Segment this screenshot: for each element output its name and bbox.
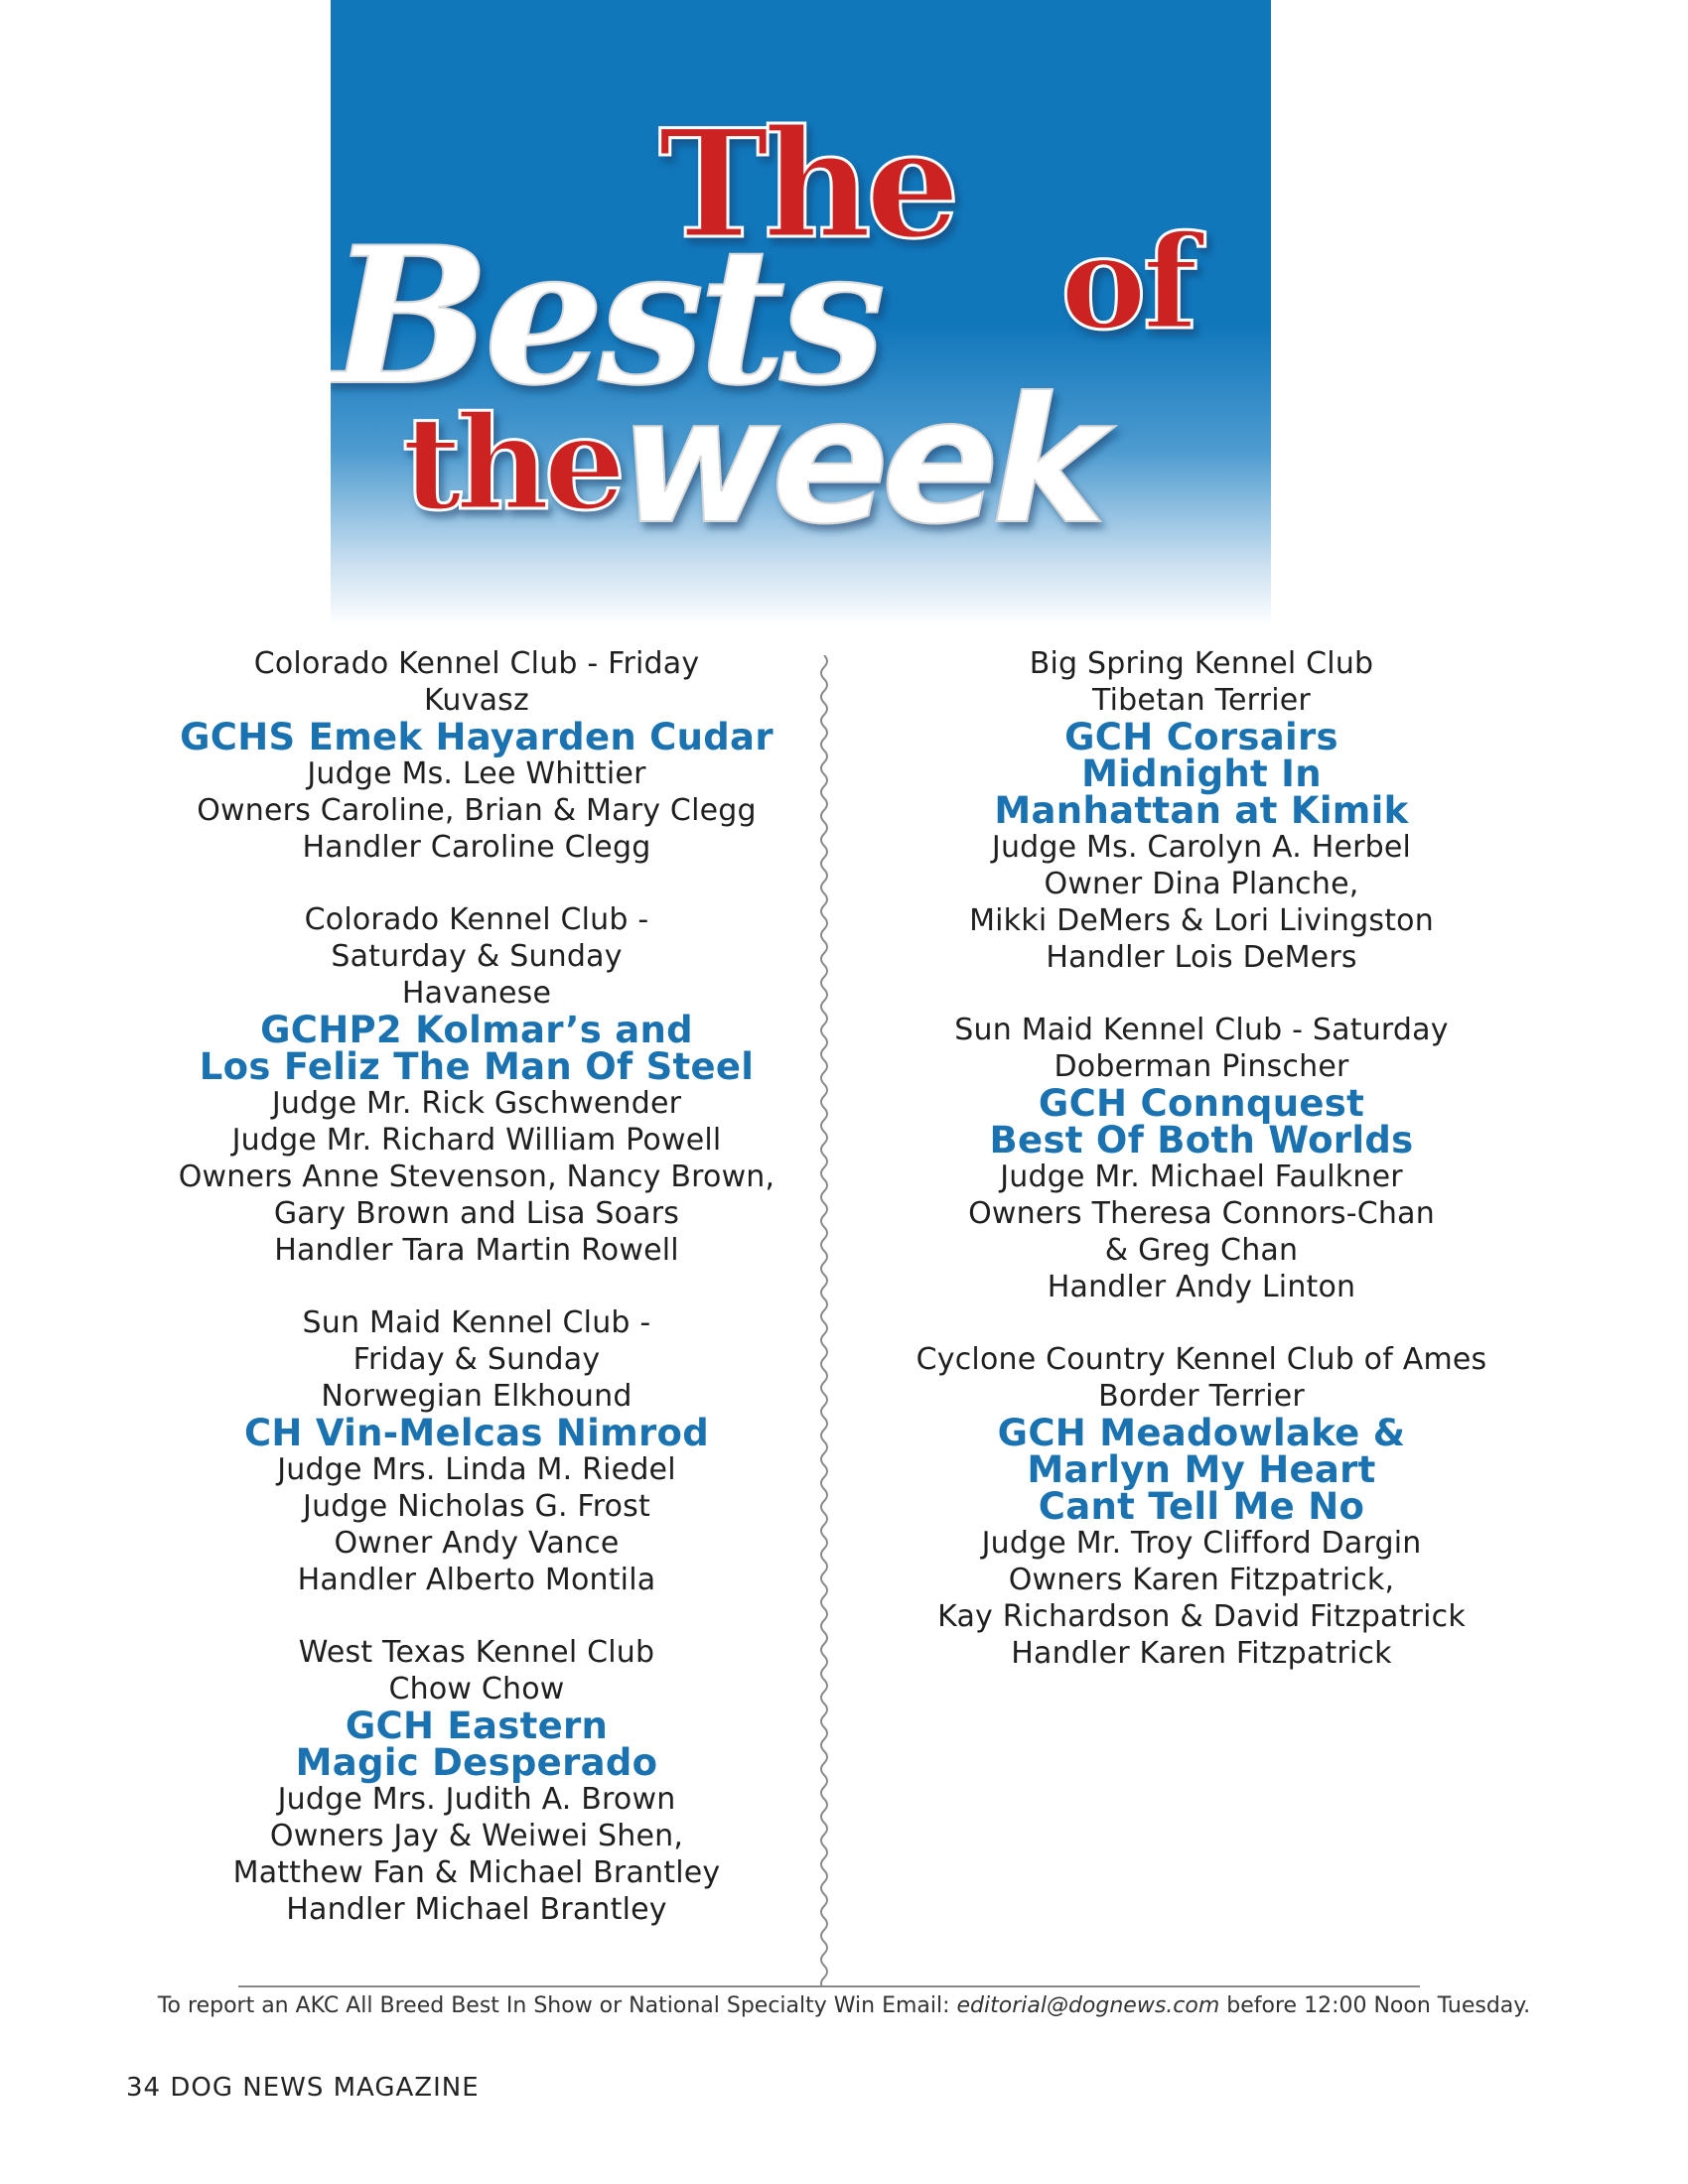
masthead-word-of: of — [1060, 206, 1195, 358]
entry-detail: Judge Ms. Lee Whittier — [307, 756, 646, 791]
event-name: Sun Maid Kennel Club - — [302, 1305, 651, 1340]
award-entry — [149, 1634, 804, 1928]
breed-name: Chow Chow — [388, 1672, 565, 1706]
masthead-title — [331, 0, 1271, 625]
event-name: Big Spring Kennel Club — [1029, 646, 1374, 681]
award-entry — [874, 645, 1529, 976]
breed-name: Havanese — [401, 976, 552, 1011]
dog-name: GCH Connquest — [1038, 1082, 1365, 1125]
masthead-word-bests: Bests — [331, 205, 881, 427]
award-entry — [874, 1012, 1529, 1305]
breed-name: Norwegian Elkhound — [321, 1379, 633, 1414]
entry-detail: Handler Tara Martin Rowell — [274, 1233, 679, 1268]
award-entry — [149, 645, 804, 866]
entry-detail: Handler Alberto Montila — [297, 1563, 656, 1597]
footer-email-link[interactable]: editorial@dognews.com — [956, 1993, 1220, 2018]
footer-note-prefix: To report an AKC All Breed Best In Show or National Specialty Win Email: — [157, 1993, 957, 2018]
footer-rule — [238, 1985, 1420, 1987]
entry-detail: Owners Karen Fitzpatrick, — [1008, 1563, 1395, 1597]
entry-detail: Owners Caroline, Brian & Mary Clegg — [197, 793, 757, 828]
breed-name: Border Terrier — [1098, 1379, 1305, 1414]
breed-name: Kuvasz — [424, 683, 529, 718]
entry-detail: Judge Mrs. Linda M. Riedel — [277, 1452, 676, 1487]
left-column — [149, 645, 804, 1964]
breed-name: Doberman Pinscher — [1054, 1049, 1349, 1084]
dog-name: GCH Meadowlake & — [997, 1412, 1406, 1454]
dog-name: Manhattan at Kimik — [994, 789, 1409, 832]
dog-name: Midnight In — [1081, 752, 1322, 795]
event-name: Colorado Kennel Club - Friday — [253, 646, 700, 681]
event-name: Colorado Kennel Club - — [304, 902, 649, 937]
dog-name: Best Of Both Worlds — [989, 1119, 1414, 1161]
right-column — [874, 645, 1529, 1707]
entry-detail: & Greg Chan — [1104, 1233, 1299, 1268]
dog-name: Los Feliz The Man Of Steel — [199, 1045, 755, 1088]
dog-name: Cant Tell Me No — [1038, 1485, 1365, 1528]
dog-name: GCHS Emek Hayarden Cudar — [180, 716, 774, 758]
breed-name: Tibetan Terrier — [1092, 683, 1311, 718]
page-number: 34 DOG NEWS MAGAZINE — [126, 2073, 480, 2103]
dog-name: GCH Corsairs — [1064, 716, 1338, 758]
entry-detail: Kay Richardson & David Fitzpatrick — [937, 1599, 1466, 1634]
event-name: Friday & Sunday — [352, 1342, 601, 1377]
event-name: Saturday & Sunday — [331, 939, 623, 974]
dog-name: GCHP2 Kolmar’s and — [260, 1009, 693, 1051]
entry-detail: Mikki DeMers & Lori Livingston — [969, 903, 1434, 938]
footer-note — [0, 1993, 1688, 2018]
entry-detail: Handler Caroline Clegg — [302, 830, 651, 865]
entry-detail: Owners Theresa Connors-Chan — [968, 1196, 1435, 1231]
entry-detail: Judge Mr. Richard William Powell — [231, 1123, 722, 1158]
event-name: West Texas Kennel Club — [298, 1635, 655, 1670]
entry-detail: Judge Mr. Troy Clifford Dargin — [981, 1526, 1422, 1561]
entry-detail: Owner Andy Vance — [334, 1526, 620, 1561]
award-entry — [874, 1341, 1529, 1672]
dog-name: Magic Desperado — [295, 1741, 658, 1784]
event-name: Cyclone Country Kennel Club of Ames — [915, 1342, 1487, 1377]
entry-detail: Handler Andy Linton — [1047, 1270, 1356, 1304]
entry-detail: Judge Mr. Michael Faulkner — [1000, 1160, 1403, 1194]
masthead-word-the: The — [658, 97, 955, 272]
masthead-word-week: week — [619, 361, 1099, 563]
footer-note-suffix: before 12:00 Noon Tuesday. — [1219, 1993, 1531, 2018]
award-entry — [149, 1304, 804, 1598]
dog-name: GCH Eastern — [345, 1705, 609, 1747]
entry-detail: Gary Brown and Lisa Soars — [273, 1196, 680, 1231]
entry-detail: Handler Lois DeMers — [1046, 940, 1357, 975]
dog-name: Marlyn My Heart — [1027, 1448, 1376, 1491]
entry-detail: Judge Ms. Carolyn A. Herbel — [991, 830, 1412, 865]
masthead-word-the-lower: the — [402, 387, 621, 539]
entry-detail: Judge Mrs. Judith A. Brown — [277, 1782, 676, 1817]
entry-detail: Owners Anne Stevenson, Nancy Brown, — [178, 1160, 775, 1194]
entry-detail: Handler Karen Fitzpatrick — [1011, 1636, 1392, 1671]
entry-detail: Owners Jay & Weiwei Shen, — [269, 1819, 684, 1853]
event-name: Sun Maid Kennel Club - Saturday — [954, 1013, 1449, 1047]
award-entry — [149, 901, 804, 1269]
masthead-banner — [331, 0, 1271, 625]
entry-detail: Judge Mr. Rick Gschwender — [271, 1086, 682, 1121]
entry-detail: Owner Dina Planche, — [1044, 867, 1359, 901]
entry-detail: Handler Michael Brantley — [286, 1892, 667, 1927]
dog-name: CH Vin-Melcas Nimrod — [243, 1412, 710, 1454]
entry-detail: Matthew Fan & Michael Brantley — [232, 1855, 721, 1890]
wavy-divider — [814, 655, 834, 1985]
entry-detail: Judge Nicholas G. Frost — [303, 1489, 650, 1524]
